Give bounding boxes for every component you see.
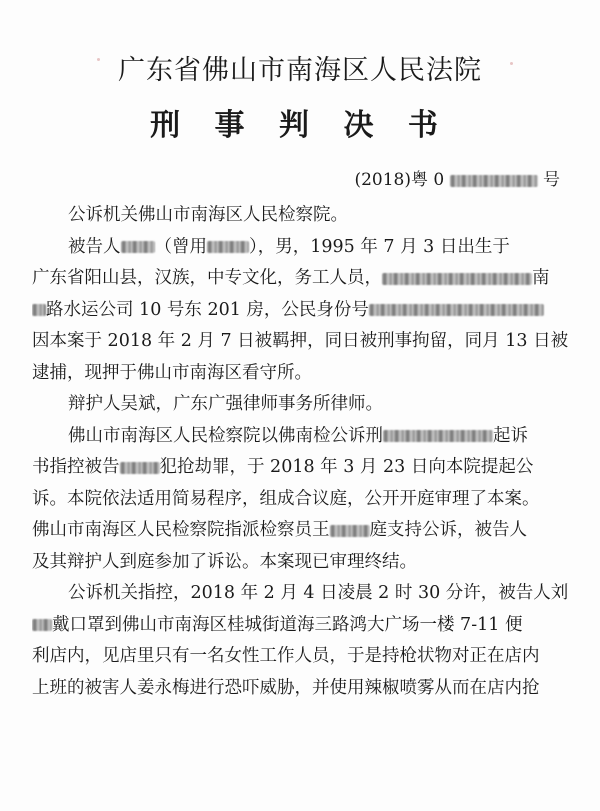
- allegation-line-4: [32, 673, 577, 705]
- defendant-birth-text: ），男，1995 年 7 月 3 日出生于: [249, 236, 510, 257]
- defense-counsel-text: 辩护人吴斌，广东广强律师事务所律师。: [68, 394, 383, 414]
- alias-label: （曾用: [154, 236, 207, 257]
- defendant-line-3: [32, 295, 577, 327]
- procedure-text: 诉。本院依法适用简易程序，组成合议庭，公开开庭审理了本案。: [32, 488, 540, 509]
- redaction-mark: [330, 525, 370, 537]
- document-title: 刑 事 判 决 书: [150, 108, 450, 143]
- allegation-text: 公诉机关指控，2018 年 2 月 4 日凌晨 2 时 30 分许，被告人刘: [68, 583, 569, 603]
- prosecutor-assignment-text: 佛山市南海区人民检察院指派检察员王: [32, 520, 330, 540]
- redaction-mark: [32, 619, 52, 631]
- address-fragment: 南: [532, 268, 550, 288]
- defendant-line-2: [32, 263, 577, 295]
- indictment-suffix: 起诉: [493, 425, 528, 446]
- redaction-mark: [369, 304, 544, 316]
- redaction-mark: [382, 273, 532, 285]
- detention-text: 因本案于 2018 年 2 月 7 日被羁押，同日被刑事拘留，同月 13 日被: [32, 331, 569, 351]
- trial-concluded-text: 及其辩护人到庭参加了诉讼。本案现已审理终结。: [32, 551, 417, 572]
- paragraph-defense: [32, 389, 577, 421]
- indictment-line-1: [32, 421, 577, 453]
- allegation-line-2: [32, 610, 577, 642]
- indictment-line-4: [32, 515, 577, 547]
- indictment-line-5: [32, 547, 577, 579]
- charge-label: 书指控被告: [32, 457, 120, 477]
- defendant-origin-text: 广东省阳山县，汉族，中专文化，务工人员，: [32, 268, 382, 288]
- redaction-mark: [121, 241, 155, 253]
- defendant-line-1: [32, 232, 577, 264]
- defendant-label: 被告人: [68, 236, 121, 257]
- indictment-line-3: [32, 484, 577, 516]
- arrest-text: 逮捕，现押于佛山市南海区看守所。: [32, 362, 312, 383]
- redaction-mark: [207, 241, 249, 253]
- defendant-line-5: [32, 358, 577, 390]
- indictment-text: 佛山市南海区人民检察院以佛南检公诉刑: [68, 425, 383, 446]
- case-number: [354, 165, 560, 190]
- case-number-prefix: (2018)粤 0: [354, 170, 445, 190]
- defendant-line-4: [32, 326, 577, 358]
- allegation-line-3: [32, 641, 577, 673]
- defendant-address-text: 路水运公司 10 号东 201 房，公民身份号: [46, 299, 369, 320]
- allegation-location-text: 戴口罩到佛山市南海区桂城街道海三路鸿大广场一楼 7-11 便: [52, 614, 523, 635]
- redaction-mark: [120, 462, 160, 474]
- case-number-suffix: 号: [543, 170, 560, 190]
- court-name: 广东省佛山市南海区人民法院: [118, 55, 482, 86]
- appearance-text: 庭支持公诉，被告人: [369, 520, 527, 540]
- redaction-mark: [383, 430, 493, 442]
- indictment-line-2: [32, 452, 577, 484]
- redaction-mark: [450, 175, 538, 187]
- charge-text: 犯抢劫罪，于 2018 年 3 月 23 日向本院提起公: [159, 457, 534, 477]
- paragraph-prosecutor: [32, 200, 577, 232]
- allegation-victim-text: 上班的被害人姜永梅进行恐吓威胁，并使用辣椒喷雾从而在店内抢: [32, 677, 540, 698]
- allegation-line-1: [32, 578, 577, 610]
- prosecutor-text: 公诉机关佛山市南海区人民检察院。: [68, 205, 348, 225]
- redaction-mark: [32, 304, 46, 316]
- allegation-store-text: 利店内，见店里只有一名女性工作人员，于是持枪状物对正在店内: [32, 646, 540, 666]
- judgment-body: [32, 200, 577, 704]
